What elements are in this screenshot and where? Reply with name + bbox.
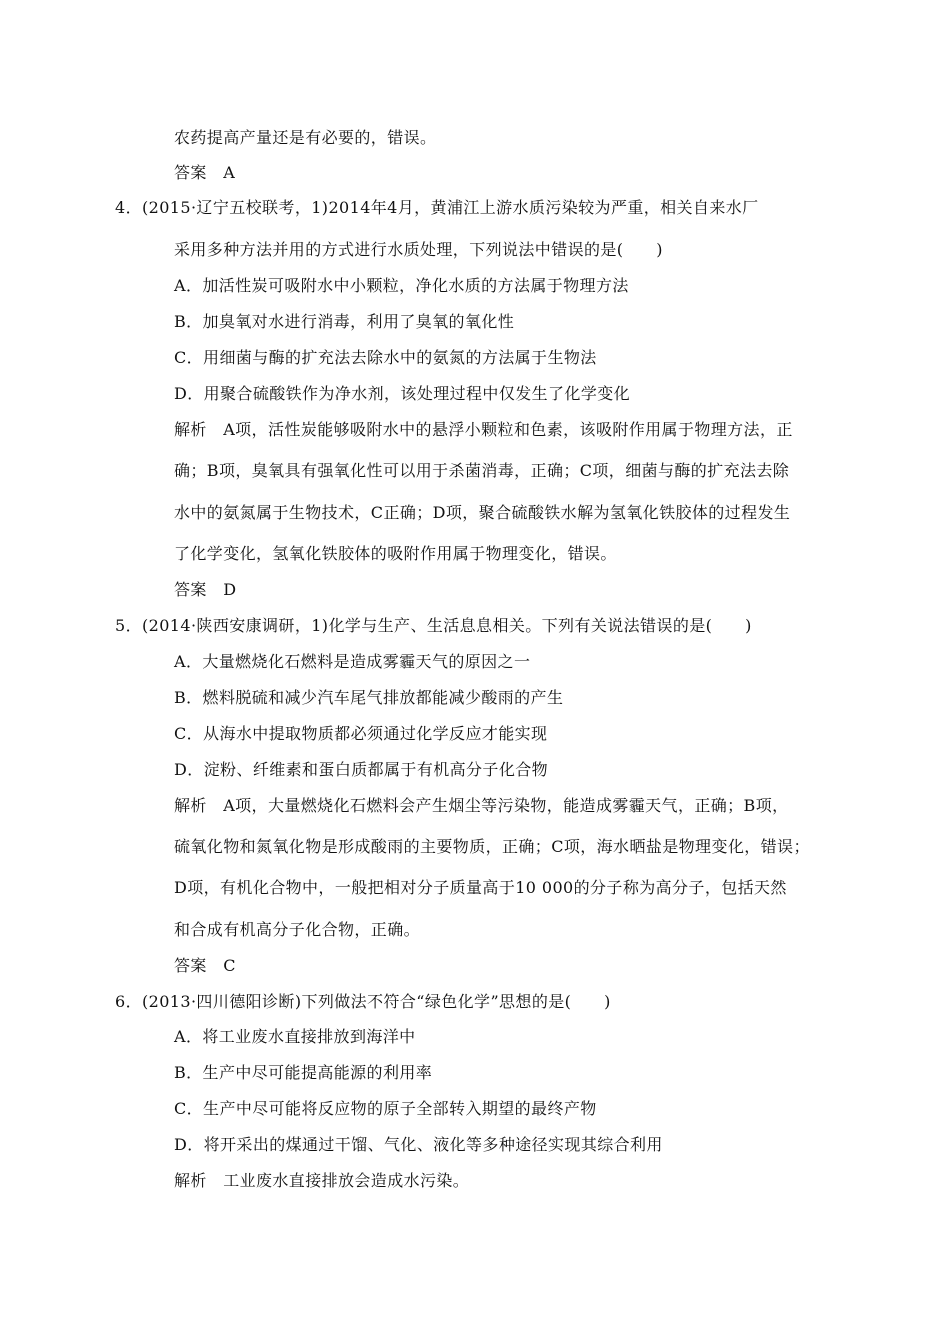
answer-line: 答案 D <box>174 580 237 599</box>
explanation-line: D项，有机化合物中，一般把相对分子质量高于10 000的分子称为高分子，包括天然 <box>174 878 787 897</box>
option-a: A．将工业废水直接排放到海洋中 <box>174 1027 416 1046</box>
option-a: A．加活性炭可吸附水中小颗粒，净化水质的方法属于物理方法 <box>174 276 629 295</box>
explanation-line: 解析 工业废水直接排放会造成水污染。 <box>174 1171 470 1190</box>
explanation-line: 解析 A项，大量燃烧化石燃料会产生烟尘等污染物，能造成雾霾天气，正确；B项， <box>174 796 789 815</box>
text-line: 农药提高产量还是有必要的，错误。 <box>174 128 437 147</box>
answer-line: 答案 A <box>174 163 236 182</box>
question-stem: 6．(2013·四川德阳诊断)下列做法不符合“绿色化学”思想的是( ) <box>115 992 611 1011</box>
option-b: B．燃料脱硫和减少汽车尾气排放都能减少酸雨的产生 <box>174 688 564 707</box>
explanation-line: 水中的氨氮属于生物技术，C正确；D项，聚合硫酸铁水解为氢氧化铁胶体的过程发生 <box>174 503 791 522</box>
question-stem: 4．(2015·辽宁五校联考，1)2014年4月，黄浦江上游水质污染较为严重，相关自来水厂 <box>115 198 759 217</box>
explanation-line: 和合成有机高分子化合物，正确。 <box>174 920 421 939</box>
option-d: D．将开采出的煤通过干馏、气化、液化等多种途径实现其综合利用 <box>174 1135 663 1154</box>
explanation-line: 确；B项，臭氧具有强氧化性可以用于杀菌消毒，正确；C项，细菌与酶的扩充法去除 <box>174 461 790 480</box>
option-d: D．淀粉、纤维素和蛋白质都属于有机高分子化合物 <box>174 760 549 779</box>
question-stem: 5．(2014·陕西安康调研，1)化学与生产、生活息息相关。下列有关说法错误的是( ) <box>115 616 752 635</box>
option-c: C．用细菌与酶的扩充法去除水中的氨氮的方法属于生物法 <box>174 348 597 367</box>
question-stem: 采用多种方法并用的方式进行水质处理，下列说法中错误的是( ) <box>174 240 663 259</box>
explanation-line: 解析 A项，活性炭能够吸附水中的悬浮小颗粒和色素，该吸附作用属于物理方法，正 <box>174 420 793 439</box>
explanation-line: 硫氧化物和氮氧化物是形成酸雨的主要物质，正确；C项，海水晒盐是物理变化，错误； <box>174 837 810 856</box>
option-b: B．生产中尽可能提高能源的利用率 <box>174 1063 433 1082</box>
option-c: C．生产中尽可能将反应物的原子全部转入期望的最终产物 <box>174 1099 597 1118</box>
explanation-line: 了化学变化，氢氧化铁胶体的吸附作用属于物理变化，错误。 <box>174 544 617 563</box>
option-c: C．从海水中提取物质都必须通过化学反应才能实现 <box>174 724 548 743</box>
answer-line: 答案 C <box>174 956 236 975</box>
option-b: B．加臭氧对水进行消毒，利用了臭氧的氧化性 <box>174 312 515 331</box>
option-a: A．大量燃烧化石燃料是造成雾霾天气的原因之一 <box>174 652 531 671</box>
option-d: D．用聚合硫酸铁作为净水剂，该处理过程中仅发生了化学变化 <box>174 384 631 403</box>
